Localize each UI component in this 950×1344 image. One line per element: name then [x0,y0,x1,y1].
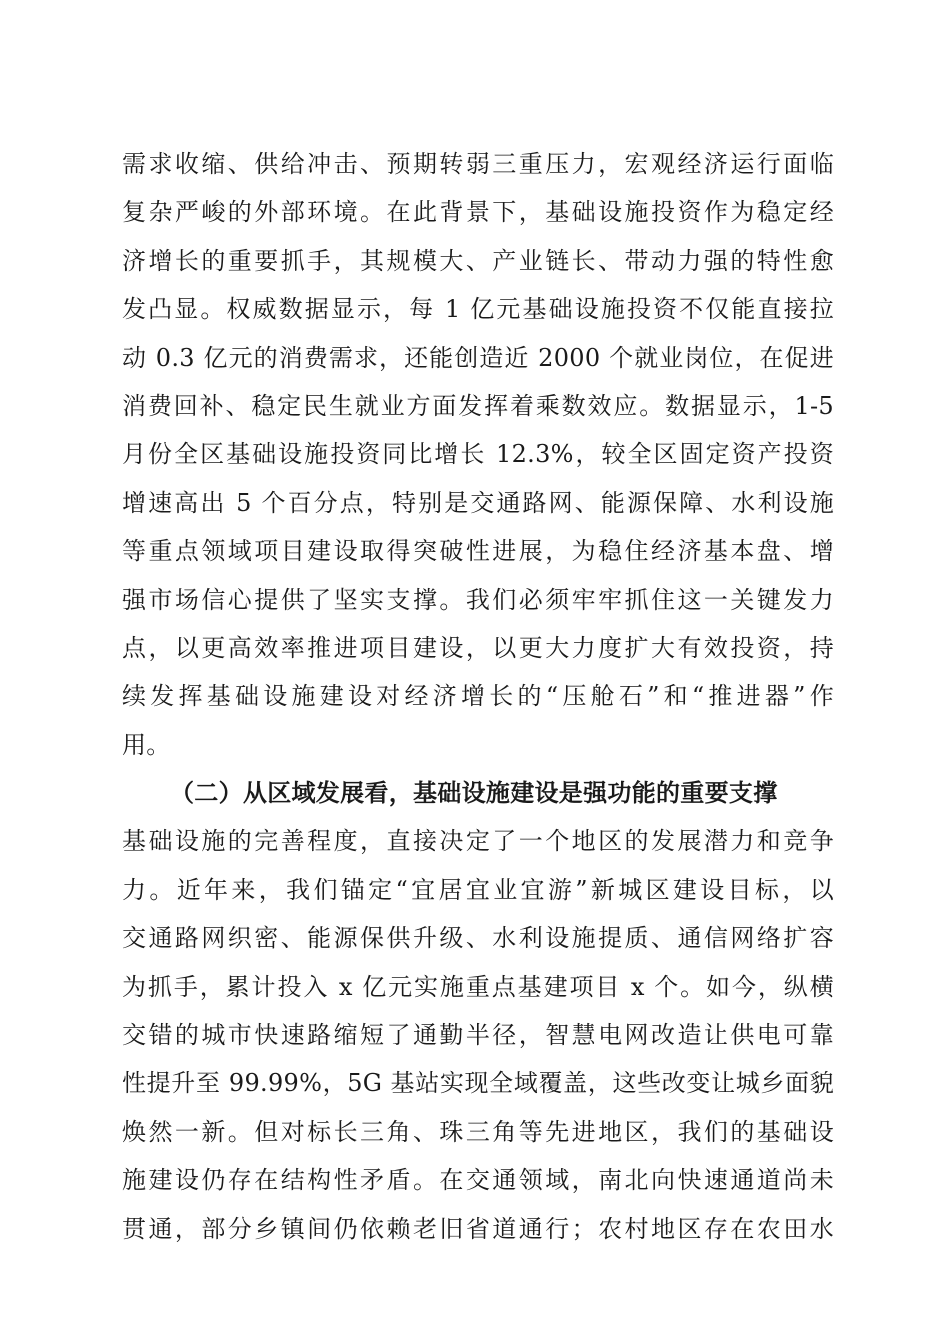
text-line: 基础设施的完善程度，直接决定了一个地区的发展潜力和竞争 [122,827,834,856]
text-line: 性提升至 99.99%，5G 基站实现全域覆盖，这些改变让城乡面貌 [122,1069,834,1098]
section-heading: （二）从区域发展看，基础设施建设是强功能的重要支撑 [170,778,778,808]
text-line: 需求收缩、供给冲击、预期转弱三重压力，宏观经济运行面临 [122,150,834,178]
document-body [122,140,834,1253]
text-line: 为抓手，累计投入 x 亿元实施重点基建项目 x 个。如今，纵横 [122,972,834,1001]
paragraph-economic-growth [122,140,834,769]
text-line: 交错的城市快速路缩短了通勤半径，智慧电网改造让供电可靠 [122,1021,834,1050]
text-line: 贯通，部分乡镇间仍依赖老旧省道通行；农村地区存在农田水 [122,1214,834,1243]
text-line: 强市场信心提供了坚实支撑。我们必须牢牢抓住这一关键发力 [122,585,834,614]
text-line: 复杂严峻的外部环境。在此背景下，基础设施投资作为稳定经 [122,198,834,227]
text-line: 消费回补、稳定民生就业方面发挥着乘数效应。数据显示，1-5 [122,391,834,420]
text-line: 力。近年来，我们锚定“宜居宜业宜游”新城区建设目标，以 [122,875,834,904]
text-line: 月份全区基础设施投资同比增长 12.3%，较全区固定资产投资 [122,440,834,469]
text-line: 用。 [122,730,171,759]
text-line: 续发挥基础设施建设对经济增长的“压舱石”和“推进器”作 [122,682,834,711]
text-line: 增速高出 5 个百分点，特别是交通路网、能源保障、水利设施 [122,488,834,517]
text-line: 济增长的重要抓手，其规模大、产业链长、带动力强的特性愈 [122,246,834,275]
paragraph-regional-development [122,817,834,1253]
text-line: 等重点领域项目建设取得突破性进展，为稳住经济基本盘、增 [122,537,834,566]
text-line: 动 0.3 亿元的消费需求，还能创造近 2000 个就业岗位，在促进 [122,343,834,372]
text-line: 施建设仍存在结构性矛盾。在交通领域，南北向快速通道尚未 [122,1166,834,1195]
text-line: 交通路网织密、能源保供升级、水利设施提质、通信网络扩容 [122,924,834,953]
text-line: 点，以更高效率推进项目建设，以更大力度扩大有效投资，持 [122,633,834,662]
text-line: 焕然一新。但对标长三角、珠三角等先进地区，我们的基础设 [122,1117,834,1146]
text-line: 发凸显。权威数据显示，每 1 亿元基础设施投资不仅能直接拉 [122,295,834,324]
